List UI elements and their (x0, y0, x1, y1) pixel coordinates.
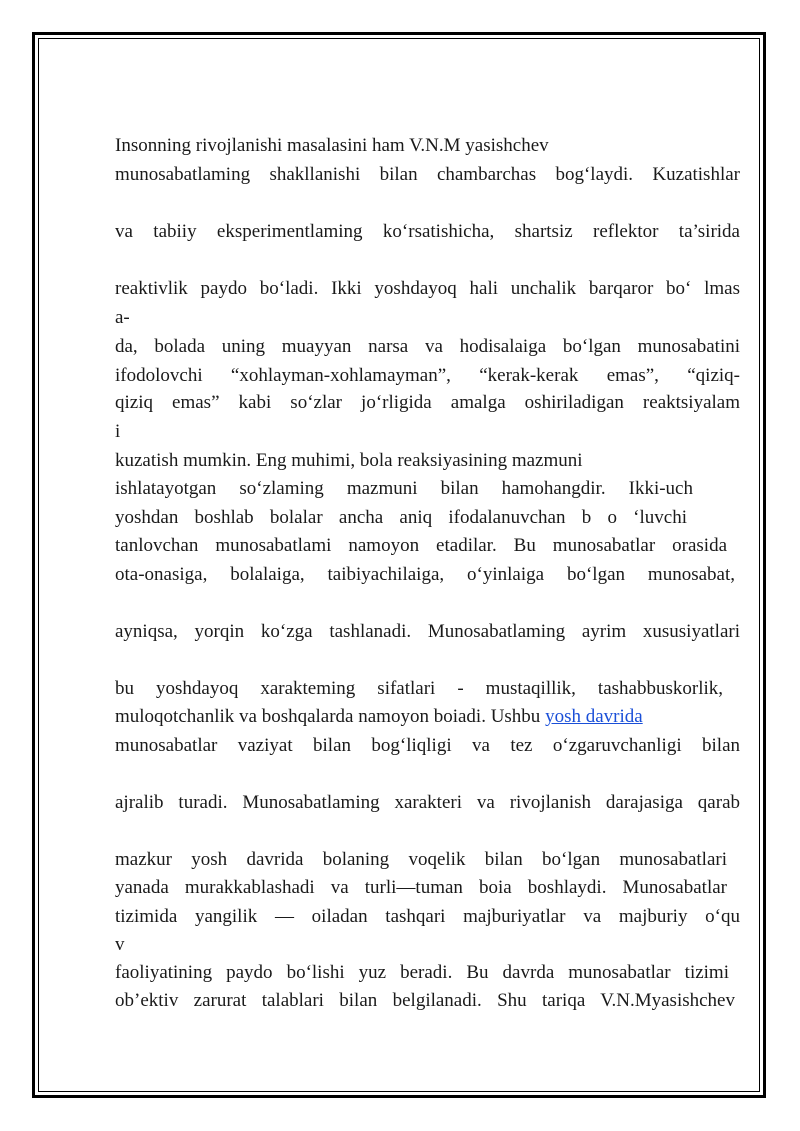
text-line: v (115, 934, 125, 955)
text-line: ishlatayotgan so‘zlaming mazmuni bilan hamohangdir. Ikki-uch (115, 478, 693, 499)
text-line: reaktivlik paydo bo‘ladi. Ikki yoshdayoq hali unchalik barqaror bo‘ lmas (115, 278, 740, 299)
text-line: mazkur yosh davrida bolaning voqelik bilan bo‘lgan munosabatlari (115, 849, 727, 870)
text-line: ifodolovchi “xohlayman-xohlamayman”, “kerak-kerak emas”, “qiziq- (115, 365, 740, 386)
text-segment: muloqotchanlik va boshqalarda namoyon boiadi. Ushbu (115, 706, 546, 727)
text-line: kuzatish mumkin. Eng muhimi, bola reaksiyasining mazmuni (115, 450, 583, 471)
text-line: yoshdan boshlab bolalar ancha aniq ifodalanuvchan b o ‘luvchi (115, 507, 687, 528)
text-line: bu yoshdayoq xarakteming sifatlari - mustaqillik, tashabbuskorlik, (115, 678, 723, 699)
text-line: munosabatlar vaziyat bilan bog‘liqligi va tez o‘zgaruvchanligi bilan (115, 735, 740, 756)
text-line: tizimida yangilik — oiladan tashqari majburiyatlar va majburiy o‘qu (115, 906, 740, 927)
text-line: yanada murakkablashadi va turli—tuman boia boshlaydi. Munosabatlar (115, 877, 727, 898)
text-line: Insonning rivojlanishi masalasini ham V.N.M yasishchev (115, 135, 549, 156)
text-line: ayniqsa, yorqin ko‘zga tashlanadi. Munosabatlaming ayrim xususiyatlari (115, 621, 740, 642)
text-line: a- (115, 307, 130, 328)
text-line: tanlovchan munosabatlami namoyon etadilar. Bu munosabatlar orasida (115, 535, 727, 556)
text-line: da, bolada uning muayyan narsa va hodisalaiga bo‘lgan munosabatini (115, 336, 740, 357)
text-line: i (115, 421, 121, 442)
text-line: faoliyatining paydo bo‘lishi yuz beradi. Bu davrda munosabatlar tizimi (115, 962, 729, 983)
text-line: ota-onasiga, bolalaiga, taibiyachilaiga, o‘yinlaiga bo‘lgan munosabat, (115, 564, 735, 585)
text-line: ob’ektiv zarurat talablari bilan belgilanadi. Shu tariqa V.N.Myasishchev (115, 990, 735, 1011)
text-line: qiziq emas” kabi so‘zlar jo‘rligida amalga oshiriladigan reaktsiyalam (115, 392, 740, 413)
text-line: munosabatlaming shakllanishi bilan chambarchas bog‘laydi. Kuzatishlar (115, 164, 740, 185)
text-line: va tabiiy eksperimentlaming ko‘rsatishicha, shartsiz reflektor ta’sirida (115, 221, 740, 242)
text-line (115, 706, 740, 728)
yosh-davrida-link[interactable]: yosh davrida (545, 706, 643, 727)
text-line: ajralib turadi. Munosabatlaming xarakteri va rivojlanish darajasiga qarab (115, 792, 740, 813)
